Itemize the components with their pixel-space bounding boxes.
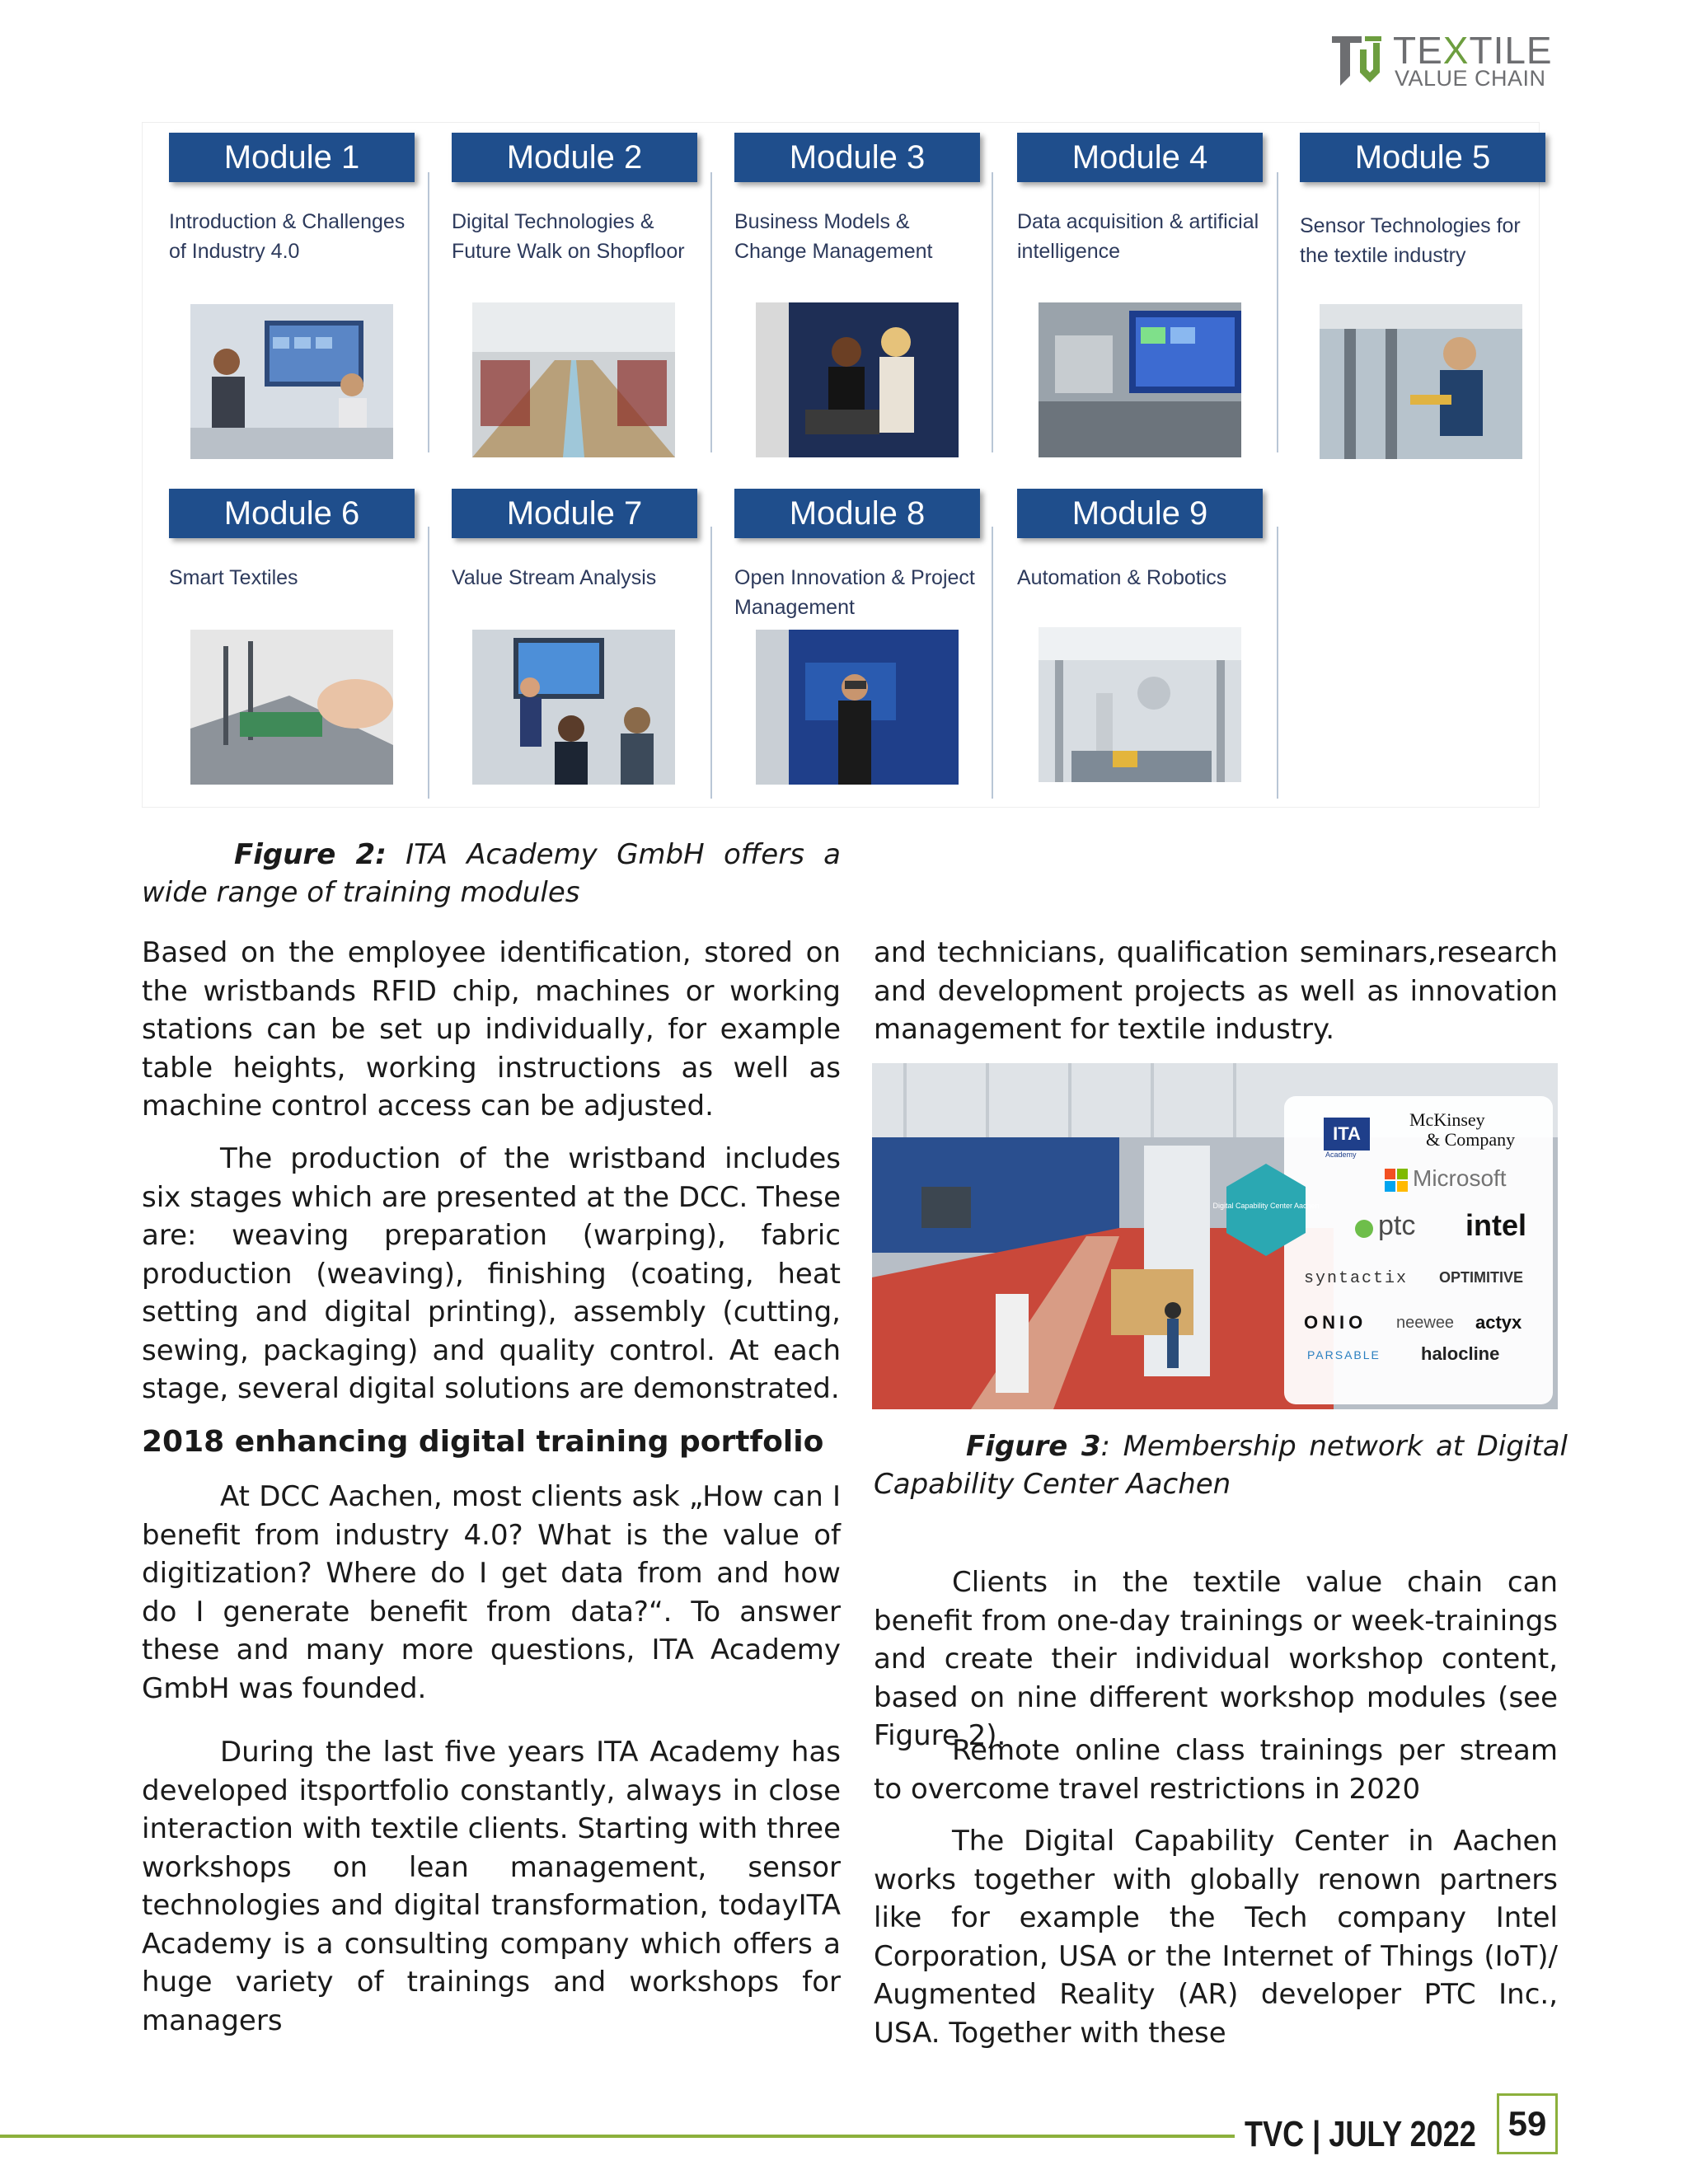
- module-title: Module 1: [169, 133, 415, 182]
- column-divider: [710, 172, 712, 452]
- column-divider: [710, 527, 712, 799]
- body-paragraph: The Digital Capability Center in Aachen works together with globally renown partners like for example the Tech company Intel Corporation, USA or the Internet of Things (IoT)/ Augmented Reality (AR) developer PTC Inc., USA. Together with these: [874, 1825, 1558, 2050]
- module-title: Module 6: [169, 489, 415, 538]
- partner-logo-mckinsey: McKinsey: [1409, 1109, 1485, 1130]
- textile-value-chain-logo: [1329, 31, 1559, 92]
- partner-logo-optimitive: OPTIMITIVE: [1439, 1269, 1524, 1286]
- module-title: Module 2: [452, 133, 697, 182]
- module-description: Sensor Technologies for the textile industry: [1300, 214, 1521, 267]
- partner-logo-halocline: halocline: [1421, 1343, 1500, 1364]
- body-paragraph: Remote online class trainings per stream to overcome travel restrictions in 2020: [874, 1734, 1558, 1806]
- column-divider: [1277, 172, 1278, 452]
- partner-logo-actyx: actyx: [1475, 1312, 1522, 1333]
- partner-logo-intel: intel: [1465, 1208, 1527, 1242]
- partner-logo-mckinsey-2: & Company: [1426, 1129, 1516, 1150]
- section-heading: 2018 enhancing digital training portfolio: [142, 1425, 824, 1459]
- module-photo-classroom: [190, 304, 393, 459]
- module-description: Smart Textiles: [169, 566, 298, 589]
- logo-mark-icon: [1329, 33, 1385, 91]
- module-photo-shopfloor: [472, 302, 675, 457]
- module-photo-business: [756, 302, 959, 457]
- figure-2-caption: Figure 2: ITA Academy GmbH offers a wide range of training modules: [142, 838, 842, 909]
- module-description: Open Innovation & Project Management: [734, 566, 975, 619]
- partner-logo-syntactix: syntactix: [1304, 1269, 1409, 1288]
- partner-logo-ita-sub: Academy: [1325, 1151, 1357, 1159]
- body-paragraph: Based on the employee identification, stored on the wristbands RFID chip, machines or working stations can be set up individually, for example table heights, working instructions as well as machine control access can be adjusted.: [142, 936, 841, 1122]
- module-photo-value-stream: [472, 630, 675, 785]
- microsoft-icon: [1385, 1169, 1408, 1192]
- column-divider: [992, 172, 993, 452]
- partner-logo-microsoft: Microsoft: [1413, 1165, 1507, 1191]
- module-description: Automation & Robotics: [1017, 566, 1227, 589]
- hexagon-label: Digital Capability Center Aachen: [1212, 1202, 1320, 1210]
- column-divider: [428, 172, 429, 452]
- module-title: Module 8: [734, 489, 980, 538]
- module-description: Business Models & Change Management: [734, 210, 933, 263]
- module-photo-sensor: [1320, 304, 1522, 459]
- module-description: Value Stream Analysis: [452, 566, 657, 589]
- page-number: 59: [1497, 2093, 1558, 2154]
- column-divider: [1277, 527, 1278, 799]
- footer-rule: [0, 2135, 1235, 2138]
- body-paragraph: Clients in the textile value chain can benefit from one-day trainings or week-trainings and create their individual workshop content, based on nine different workshop modules (see Figure 2).: [874, 1566, 1558, 1752]
- partner-logo-ita: ITA: [1324, 1118, 1370, 1151]
- footer-issue: TVC | JULY 2022: [1245, 2114, 1476, 2154]
- partner-logo-neewee: neewee: [1396, 1314, 1455, 1332]
- module-description: Digital Technologies & Future Walk on Shopfloor: [452, 210, 685, 263]
- ptc-icon: [1355, 1220, 1373, 1238]
- figure-2-training-modules: [142, 122, 1540, 808]
- module-description: Data acquisition & artificial intelligence: [1017, 210, 1259, 263]
- partner-logo-onio: ONIO: [1304, 1312, 1367, 1333]
- module-photo-smart-textiles: [190, 630, 393, 785]
- column-divider: [992, 527, 993, 799]
- module-photo-open-innovation: [756, 630, 959, 785]
- module-title: Module 4: [1017, 133, 1263, 182]
- body-paragraph: The production of the wristband includes six stages which are presented at the DCC. These are: weaving preparation (warping), fabric production (weaving), finishing (coating, heat setting and digital printing), assembly (cutting, sewing, packaging) and quality control. At each stage, several digital solutions are demonstrated.: [142, 1142, 841, 1405]
- module-photo-data: [1039, 302, 1241, 457]
- figure-3-membership-network: [872, 1063, 1558, 1409]
- module-title: Module 9: [1017, 489, 1263, 538]
- module-photo-robotics: [1039, 627, 1241, 782]
- body-paragraph: and technicians, qualification seminars,research and development projects as well as innovation management for textile industry.: [874, 936, 1558, 1046]
- module-title: Module 3: [734, 133, 980, 182]
- column-divider: [428, 527, 429, 799]
- module-description: Introduction & Challenges of Industry 4.0: [169, 210, 406, 263]
- body-paragraph: At DCC Aachen, most clients ask „How can I benefit from industry 4.0? What is the value of digitization? Where do I get data from and how do I generate benefit from data?“. To answer these and many more questions, ITA Academy GmbH was founded.: [142, 1480, 841, 1705]
- logo-sub-text: VALUE CHAIN: [1395, 66, 1546, 91]
- module-title: Module 7: [452, 489, 697, 538]
- figure-3-caption: Figure 3: Membership network at Digital Capability Center Aachen: [874, 1430, 1568, 1501]
- body-paragraph: During the last five years ITA Academy has developed itsportfolio constantly, always in close interaction with textile clients. Starting with three workshops on lean management, sensor technologies and digital transformation, todayITA Academy is a consulting company which offers a huge variety of trainings and workshops for managers: [142, 1736, 841, 2037]
- partner-logo-parsable: PARSABLE: [1307, 1348, 1381, 1361]
- logo-main-text: TEXTILE: [1393, 29, 1553, 72]
- module-title: Module 5: [1300, 133, 1545, 182]
- partner-logo-ptc: ptc: [1378, 1210, 1416, 1241]
